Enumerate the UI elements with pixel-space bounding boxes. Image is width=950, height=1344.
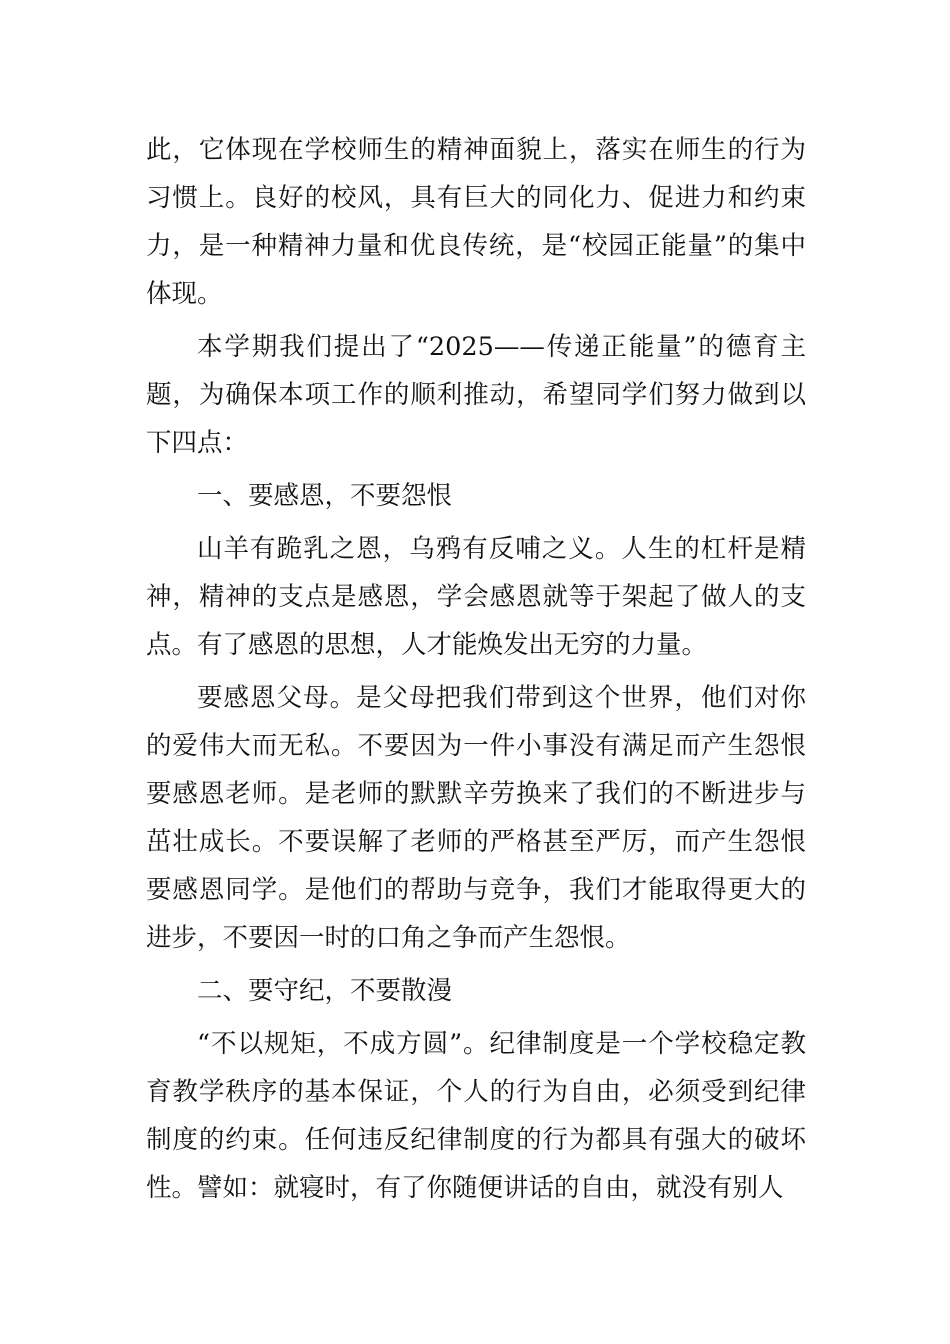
document-body [146,126,806,1212]
section-heading-gratitude: 一、要感恩，不要怨恨 [197,481,453,511]
section-heading-discipline: 二、要守纪，不要散漫 [197,976,453,1006]
paragraph-theme: 本学期我们提出了“2025——传递正能量”的德育主题，为确保本项工作的顺利推动，希望同学们努力做到以下四点： [146,332,806,458]
paragraph-gratitude-details: 要感恩父母。是父母把我们带到这个世界，他们对你的爱伟大而无私。不要因为一件小事没有满足而产生怨恨要感恩老师。是老师的默默辛劳换来了我们的不断进步与茁壮成长。不要误解了老师的严格甚至严厉，而产生怨恨要感恩同学。是他们的帮助与竞争，我们才能取得更大的进步，不要因一时的口角之争而产生怨恨。 [146,683,806,953]
paragraph-continued: 此，它体现在学校师生的精神面貌上，落实在师生的行为习惯上。良好的校风，具有巨大的同化力、促进力和约束力，是一种精神力量和优良传统，是“校园正能量”的集中体现。 [146,135,806,309]
paragraph-discipline: “不以规矩，不成方圆”。纪律制度是一个学校稳定教育教学秩序的基本保证，个人的行为自由，必须受到纪律制度的约束。任何违反纪律制度的行为都具有强大的破坏性。譬如：就寝时，有了你随便讲话的自由，就没有别人 [146,1029,806,1203]
paragraph-gratitude-intro: 山羊有跪乳之恩，乌鸦有反哺之义。人生的杠杆是精神，精神的支点是感恩，学会感恩就等于架起了做人的支点。有了感恩的思想，人才能焕发出无穷的力量。 [146,534,806,660]
